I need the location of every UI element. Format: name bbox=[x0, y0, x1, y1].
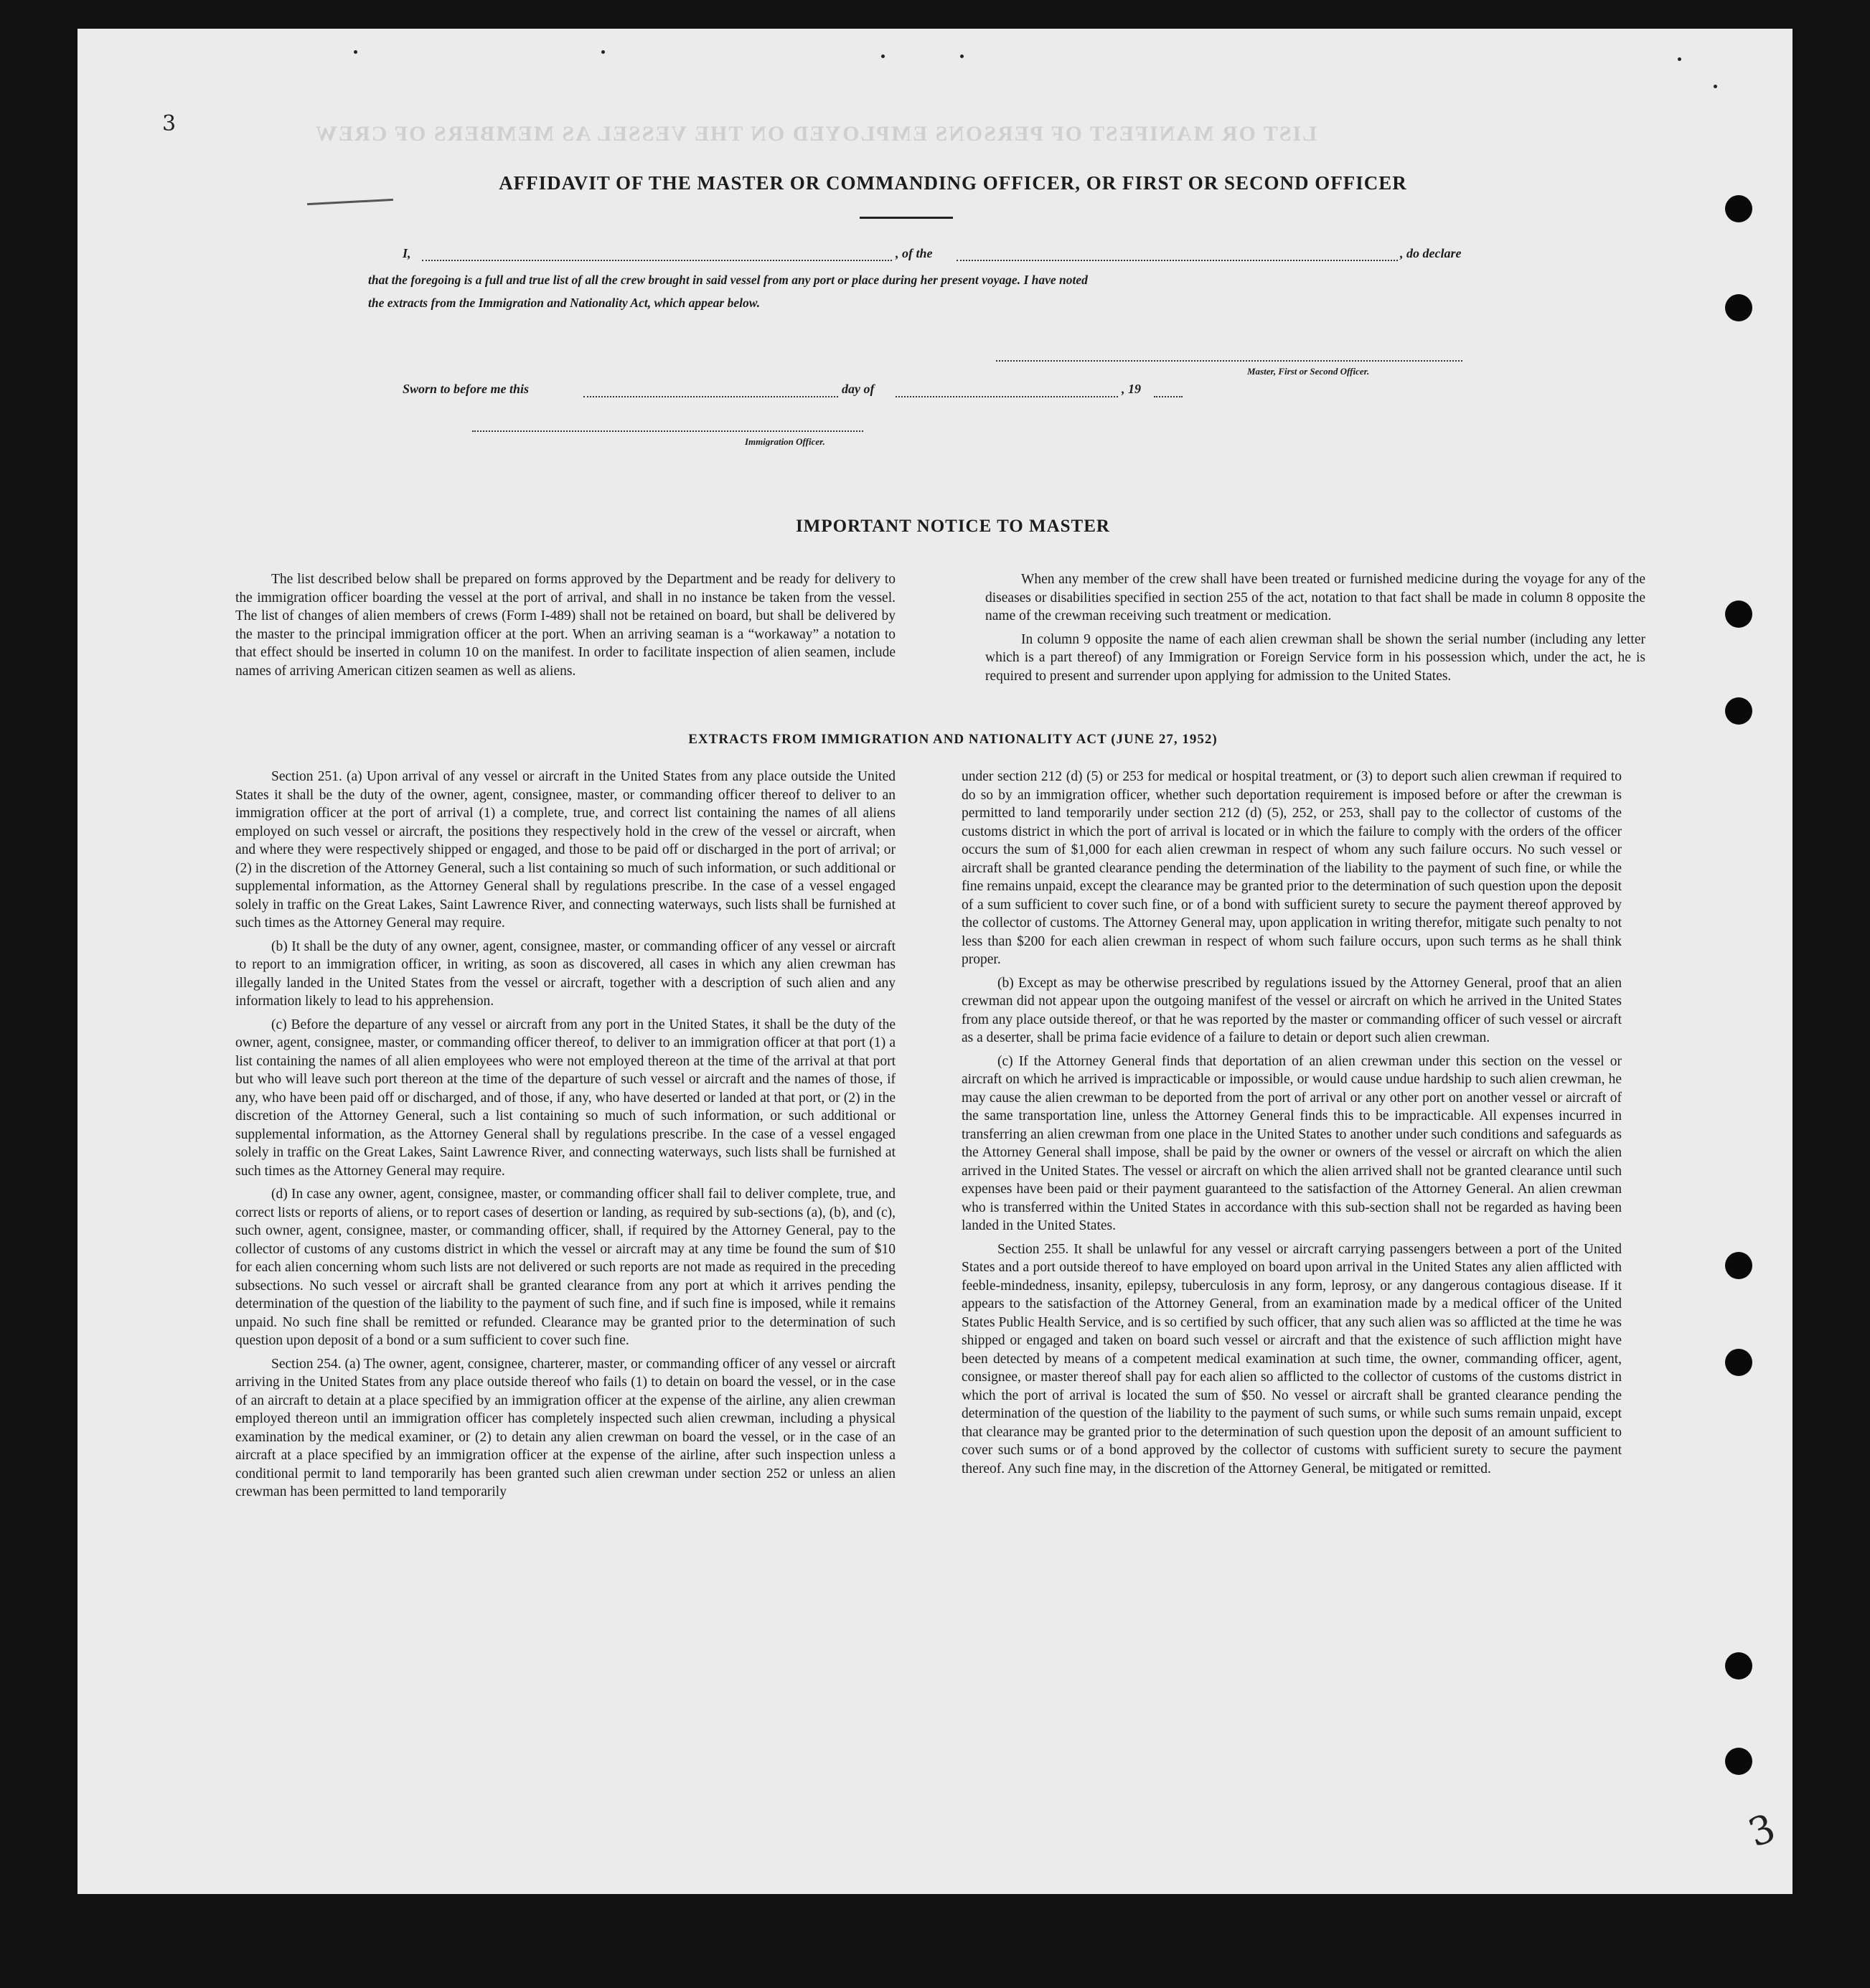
master-signature-line[interactable] bbox=[996, 360, 1462, 362]
vessel-blank-line[interactable] bbox=[957, 260, 1398, 261]
do-declare-label: , do declare bbox=[1400, 246, 1462, 260]
name-blank-line[interactable] bbox=[422, 260, 892, 261]
punch-hole bbox=[1725, 600, 1752, 628]
punch-hole bbox=[1725, 1252, 1752, 1279]
affidavit-statement-line1: that the foregoing is a full and true list of all the crew brought in said vessel from any port or place during her present voyage. I have noted bbox=[368, 273, 1088, 287]
extract-paragraph: (c) If the Attorney General finds that deportation of an alien crewman under this section on the vessel or aircraft on which he arrived is impracticable or impossible, or would cause undue hardship to such alien crewman, he may cause the alien crewman to be deported from the port of arrival or any other port on another vessel or aircraft of the same transportation line, unless the Attorney General finds this to be impracticable. All expenses incurred in transferring an alien crewman from one place in the United States to another under such conditions and safeguards as the Attorney General shall impose, shall be paid by the owner or owners of the vessel or aircraft on which the alien arrived in the United States. The vessel or aircraft on which the alien arrived shall not be granted clearance until such expenses have been paid or their payment guaranteed to the satisfaction of the Attorney General. An alien crewman who is transferred within the United States in accordance with this sub-section shall not be regarded as having been landed in the United States. bbox=[962, 1053, 1622, 1233]
notice-right-column bbox=[985, 570, 1645, 690]
title-underline bbox=[860, 217, 953, 219]
extracts-title: EXTRACTS FROM IMMIGRATION AND NATIONALITY ACT (JUNE 27, 1952) bbox=[688, 732, 1218, 747]
sworn-year-blank[interactable] bbox=[1154, 396, 1183, 397]
of-the-label: , of the bbox=[896, 246, 933, 260]
extract-paragraph: Section 251. (a) Upon arrival of any vessel or aircraft in the United States from any place outside the United States it shall be the duty of the owner, agent, consignee, master, or commanding officer thereof to deliver to an immigration officer at the port of arrival (1) a complete, true, and correct list containing the names of all aliens employed on such vessel or aircraft, the positions they respectively hold in the crew of the vessel or aircraft, when and where they were respectively shipped or engaged, and those to be paid off or discharged in the port of arrival; or (2) in the discretion of the Attorney General, such a list containing so much of such information, or such additional or supplemental information, as the Attorney General shall by regulations prescribe. In the case of a vessel engaged solely in traffic on the Great Lakes, Saint Lawrence River, and connecting waterways, such lists shall be furnished at such times as the Attorney General may require. bbox=[235, 769, 896, 931]
extracts-left-column bbox=[235, 768, 896, 1507]
affidavit-statement-line2: the extracts from the Immigration and Nationality Act, which appear below. bbox=[368, 296, 761, 310]
handwritten-mark: 3 bbox=[1742, 1805, 1782, 1856]
sworn-month-blank[interactable] bbox=[896, 396, 1118, 397]
year-prefix-label: , 19 bbox=[1122, 382, 1141, 396]
officer-signature-label: Immigration Officer. bbox=[745, 436, 825, 447]
affidavit-title: AFFIDAVIT OF THE MASTER OR COMMANDING OFFICER, OR FIRST OR SECOND OFFICER bbox=[499, 172, 1407, 194]
extract-paragraph: (b) Except as may be otherwise prescribed by regulations issued by the Attorney General, proof that an alien crewman did not appear upon the outgoing manifest of the vessel or aircraft on which he arrived in the United States from any place outside thereof, or that he was reported by the master or commanding officer of such vessel or aircraft as a deserter, shall be prima facie evidence of a failure to detain or deport such alien crewman. bbox=[962, 975, 1622, 1045]
punch-hole bbox=[1725, 294, 1752, 321]
extracts-right-column bbox=[962, 768, 1622, 1483]
day-of-label: day of bbox=[842, 382, 875, 396]
extract-paragraph: (c) Before the departure of any vessel or aircraft from any port in the United States, it shall be the duty of the owner, agent, consignee, master, or commanding officer thereof, to deliver to an immigration officer at that port (1) a list containing the names of all alien employees who were not employed thereon at the time of the arrival at that port but who will leave such port thereon at the time of the departure of such vessel or aircraft and the names of those, if any, who have been paid off or discharged, and of those, if any, who have deserted or landed at that port, or (2) in the discretion of the Attorney General, such a list containing so much of such information, or such additional or supplemental information, as the Attorney General shall by regulations prescribe. In the case of a vessel engaged solely in traffic on the Great Lakes, Saint Lawrence River, and connecting waterways, such lists shall be furnished at such times as the Attorney General may require. bbox=[235, 1017, 896, 1179]
document-page bbox=[77, 29, 1793, 1894]
officer-signature-line[interactable] bbox=[472, 430, 863, 432]
punch-hole bbox=[1725, 195, 1752, 222]
punch-hole bbox=[1725, 697, 1752, 725]
extract-paragraph: (d) In case any owner, agent, consignee, master, or commanding officer shall fail to deliver complete, true, and correct lists or reports of aliens, or to report cases of desertion or landing, as required by sub-sections (a), (b), and (c), such owner, agent, consignee, master, or commanding officer, shall, if required by the Attorney General, pay to the collector of customs of any customs district in which the vessel or aircraft may at any time be found the sum of $10 for each alien concerning whom such lists are not delivered or such reports are not made as required in the preceding subsections. No such vessel or aircraft shall be granted clearance from any port at which it arrives pending the determination of the question of the liability to the payment of such fine, and if such fine is imposed, while it remains unpaid. No such fine shall be remitted or refunded. Clearance may be granted prior to the determination of such question upon deposit of a bond or a sum sufficient to cover such fine. bbox=[235, 1187, 896, 1348]
sworn-label: Sworn to before me this bbox=[403, 382, 530, 396]
notice-paragraph: In column 9 opposite the name of each alien crewman shall be shown the serial number (including any letter which is a part thereof) of any Immigration or Foreign Service form in his possession which, under the act, he is required to present and surrender upon applying for admission to the United States. bbox=[985, 631, 1645, 684]
i-label: I, bbox=[403, 246, 411, 260]
extract-paragraph: Section 255. It shall be unlawful for any vessel or aircraft carrying passengers between a port of the United States and a port outside thereof to have employed on board upon arrival in the United States any alien afflicted with feeble-mindedness, insanity, epilepsy, tuberculosis in any form, leprosy, or any dangerous contagious disease. If it appears to the satisfaction of the Attorney General, from an examination made by a medical officer of the United States Public Health Service, and is so certified by such officer, that any such alien was so afflicted at the time he was shipped or engaged and taken on board such vessel or aircraft and that the existence of such affliction might have been detected by means of a competent medical examination at such time, the owner, commanding officer, agent, consignee, or master thereof shall pay for each alien so afflicted to the collector of customs of the customs district in which the port of arrival is located the sum of $50. No vessel or aircraft shall be granted clearance pending the determination of the question of the liability to the payment of such sums, or while such sums remain unpaid, except that clearance may be granted prior to the determination of such question upon the deposit of an amount sufficient to cover such sums or of a bond approved by the collector of customs with sufficient surety to secure the payment thereof. Any such fine may, in the discretion of the Attorney General, be mitigated or remitted. bbox=[962, 1241, 1622, 1476]
handwritten-mark: 3 bbox=[162, 111, 177, 136]
punch-hole bbox=[1725, 1748, 1752, 1775]
notice-paragraph: The list described below shall be prepared on forms approved by the Department and be ready for delivery to the immigration officer boarding the vessel at the port of arrival, and shall in no instance be taken from the vessel. The list of changes of alien members of crews (Form I-489) shall not be retained on board, but shall be delivered by the master to the principal immigration officer at the port. When an arriving seaman is a “workaway” a notation to that effect should be inserted in column 10 on the manifest. In order to facilitate inspection of alien seamen, include names of arriving American citizen seamen as well as aliens. bbox=[235, 572, 896, 679]
master-signature-label: Master, First or Second Officer. bbox=[1247, 366, 1370, 377]
notice-title: IMPORTANT NOTICE TO MASTER bbox=[796, 517, 1110, 536]
hand-drawn-dash bbox=[307, 199, 393, 205]
punch-hole bbox=[1725, 1349, 1752, 1376]
punch-hole bbox=[1725, 1652, 1752, 1680]
extract-paragraph: Section 254. (a) The owner, agent, consignee, charterer, master, or commanding officer of any vessel or aircraft arriving in the United States from any place outside thereof who fails (1) to detain on board the vessel, or in the case of an aircraft to detain at a place specified by an immigration officer at the expense of the airline, any alien crewman employed thereon until an immigration officer has completely inspected such alien crewman, including a physical examination by the medical examiner, or (2) to detain any alien crewman on board the vessel, or in the case of an aircraft at a place specified by an immigration officer at the expense of the airline, after such inspection unless a conditional permit to land temporarily has been granted such alien crewman under section 252 or unless an alien crewman has been permitted to land temporarily bbox=[235, 1356, 896, 1499]
notice-left-column bbox=[235, 570, 896, 685]
extract-paragraph: under section 212 (d) (5) or 253 for medical or hospital treatment, or (3) to deport such alien crewman if required to do so by an immigration officer, whether such deportation requirement is imposed before or after the crewman is permitted to land temporarily under section 212 (d) (5), 252, or 253, shall pay to the collector of customs of the customs district in which the port of arrival is located or in which the failure to comply with the orders of the officer occurs the sum of $1,000 for each alien crewman in respect of whom any such failure occurs. No such vessel or aircraft shall be granted clearance pending the determination of the liability to the payment of such fine, or while the fine remains unpaid, except the clearance may be granted prior to the determination of such question upon the deposit of a sum sufficient to cover such fine, or of a bond with sufficient surety to secure the payment thereof approved by the collector of customs. The Attorney General may, upon application in writing therefor, mitigate such penalty to not less than $200 for each alien crewman in respect of whom such failure occurs, upon such terms as he shall think proper. bbox=[962, 769, 1622, 967]
extract-paragraph: (b) It shall be the duty of any owner, agent, consignee, master, or commanding officer of any vessel or aircraft to report to an immigration officer, in writing, as soon as discovered, all cases in which any alien crewman has illegally landed in the United States from the vessel or aircraft, together with a description of such alien and any information likely to lead to his apprehension. bbox=[235, 938, 896, 1009]
notice-paragraph: When any member of the crew shall have been treated or furnished medicine during the voyage for any of the diseases or disabilities specified in section 255 of the act, notation to that fact shall be made in column 8 opposite the name of the crewman receiving such treatment or medication. bbox=[985, 572, 1645, 623]
bleed-through-text: LIST OR MANIFEST OF PERSONS EMPLOYED ON THE VESSEL AS MEMBERS OF CREW bbox=[314, 122, 1317, 146]
sworn-day-blank[interactable] bbox=[583, 396, 838, 397]
